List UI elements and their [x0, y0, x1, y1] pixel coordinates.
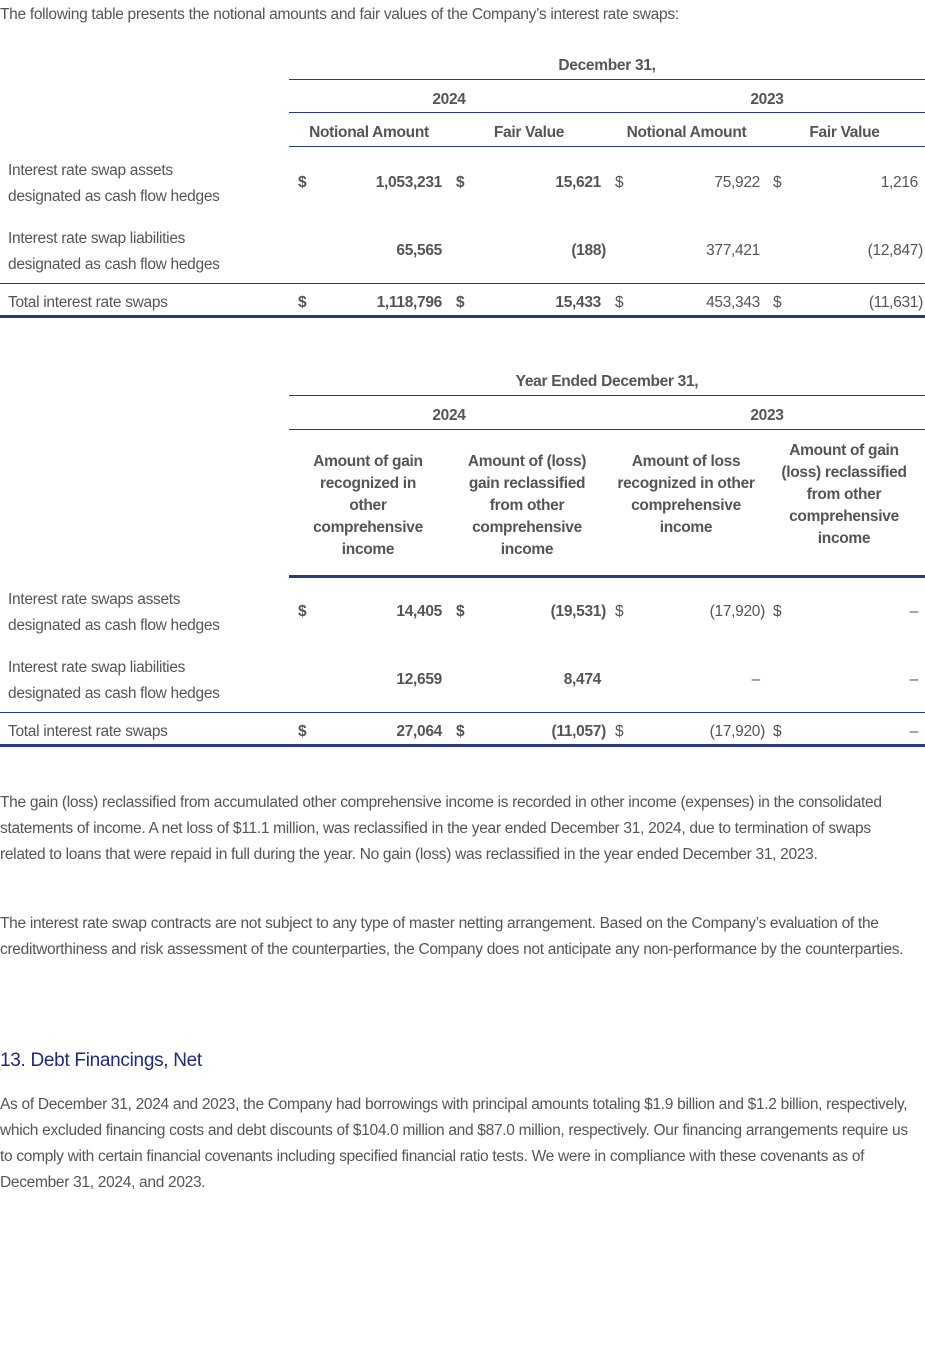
currency: $ — [298, 603, 307, 620]
cell: 65,565 — [396, 242, 442, 259]
cell: 14,405 — [396, 603, 442, 620]
currency: $ — [773, 294, 782, 311]
cell: 8,474 — [563, 671, 601, 688]
cell: 75,922 — [714, 174, 760, 191]
rule — [289, 429, 925, 430]
currency: $ — [773, 723, 782, 740]
year-2023: 2023 — [750, 407, 784, 424]
paragraph-reclassification: The gain (loss) reclassified from accumulated other comprehensive income is recorded in other income (expenses) in the consolidated statements of income. A net loss of $11.1 million, was reclassified in the year ended December 31, 2024, due to termination of swaps related to loans that were repaid in full during the year. No gain (loss) was reclassified in the year ended December 31, 2023. — [0, 794, 882, 863]
cell: 27,064 — [396, 723, 442, 740]
cell: (19,531) — [550, 603, 606, 620]
period-header: Year Ended December 31, — [515, 373, 699, 390]
cell: 15,621 — [555, 174, 601, 191]
cell: 1,216 — [880, 174, 918, 191]
rule — [289, 575, 925, 578]
rule — [0, 283, 925, 284]
row-label: Interest rate swap liabilities designated as cash flow hedges — [8, 230, 220, 273]
cell: 1,053,231 — [375, 174, 442, 191]
cell: – — [909, 603, 918, 620]
currency: $ — [615, 723, 624, 740]
cell: (11,631) — [868, 294, 923, 311]
col-header: Notional Amount — [626, 124, 747, 141]
currency: $ — [615, 174, 624, 191]
cell: – — [909, 723, 918, 740]
cell: (11,057) — [551, 723, 606, 740]
cell: (12,847) — [867, 242, 923, 259]
rule — [289, 395, 925, 396]
col-header: Notional Amount — [309, 124, 429, 141]
rule — [289, 146, 925, 147]
period-header: December 31, — [558, 57, 656, 74]
rule — [289, 112, 925, 113]
intro-text: The following table presents the notional amounts and fair values of the Company’s interest rate swaps: — [0, 6, 679, 23]
cell: 453,343 — [706, 294, 760, 311]
year-2023: 2023 — [750, 91, 784, 108]
col-header: Amount of (loss) gain reclassified from other comprehensive income — [467, 453, 587, 558]
cell: 1,118,796 — [376, 294, 442, 311]
currency: $ — [456, 603, 465, 620]
rule — [0, 712, 925, 713]
rule — [289, 79, 925, 80]
currency: $ — [456, 174, 465, 191]
col-header: Amount of gain recognized in other comprehensive income — [313, 453, 423, 558]
year-2024: 2024 — [432, 407, 466, 424]
row-label: Interest rate swap assets designated as cash flow hedges — [8, 162, 220, 205]
currency: $ — [773, 174, 782, 191]
total-label: Total interest rate swaps — [8, 294, 168, 311]
paragraph-debt: As of December 31, 2024 and 2023, the Company had borrowings with principal amounts totaling $1.9 billion and $1.2 billion, respectively, which excluded financing costs and debt discounts of $104.0 million and $87.0 million, respectively. Our financing arrangements require us to comply with certain financial covenants including specified financial ratio tests. We were in compliance with these covenants as of December 31, 2024, and 2023. — [0, 1096, 908, 1191]
cell: – — [751, 671, 760, 688]
currency: $ — [456, 723, 465, 740]
rule — [0, 744, 925, 747]
rule — [0, 315, 925, 318]
section-heading: 13. Debt Financings, Net — [0, 1050, 202, 1071]
year-2024: 2024 — [432, 91, 466, 108]
cell: (17,920) — [709, 723, 765, 740]
cell: 12,659 — [396, 671, 442, 688]
currency: $ — [298, 174, 307, 191]
cell: – — [909, 671, 918, 688]
cell: 377,421 — [706, 242, 760, 259]
currency: $ — [298, 294, 307, 311]
cell: 15,433 — [555, 294, 601, 311]
col-header: Fair Value — [809, 124, 880, 141]
row-label: Interest rate swaps assets designated as cash flow hedges — [8, 591, 220, 634]
currency: $ — [298, 723, 307, 740]
currency: $ — [773, 603, 782, 620]
cell: (17,920) — [709, 603, 765, 620]
row-label: Interest rate swap liabilities designated as cash flow hedges — [8, 659, 220, 702]
paragraph-netting: The interest rate swap contracts are not subject to any type of master netting arrangement. Based on the Company’s evaluation of the creditworthiness and risk assessment of the counterparties, the Company does not anticipate any non-performance by the counterparties. — [0, 915, 904, 958]
currency: $ — [615, 603, 624, 620]
cell: (188) — [571, 242, 606, 259]
currency: $ — [615, 294, 624, 311]
col-header: Amount of loss recognized in other comprehensive income — [617, 453, 755, 536]
col-header: Amount of gain (loss) reclassified from other comprehensive income — [781, 442, 907, 547]
currency: $ — [456, 294, 465, 311]
total-label: Total interest rate swaps — [8, 723, 168, 740]
col-header: Fair Value — [493, 124, 565, 141]
